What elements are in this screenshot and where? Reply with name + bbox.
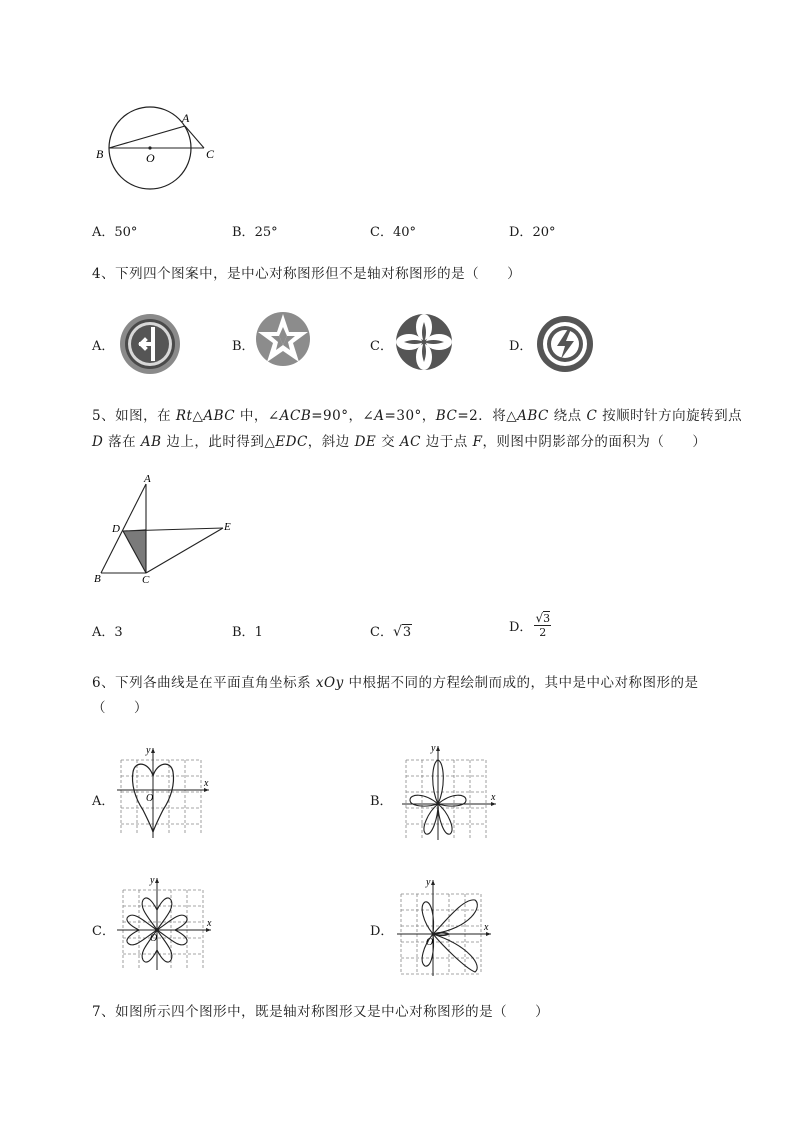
q5-stem-line-1: 5、如图，在 Rt△ABC 中，∠ACB=90°，∠A=30°，BC=2．将△ABC 绕点 C 按顺时针方向旋转到点 [92,408,743,424]
svg-text:y: y [426,877,431,888]
q5-label-b: B [94,573,101,585]
q4-option-d-lightning-icon [535,314,595,374]
q5-stem-line-2: D 落在 AB 边上，此时得到△EDC，斜边 DE 交 AC 边于点 F，则图中阴影部分的面积为（ ） [92,434,707,450]
q3-line-ac [185,126,204,148]
q6-stem-line-2: （ ） [92,700,148,716]
q4-option-a-label: A． [92,339,115,354]
svg-text:y: y [146,745,151,756]
svg-text:y: y [150,875,155,886]
q4-option-b-label: B． [232,339,255,354]
q4-stem: 4、下列四个图案中，是中心对称图形但不是轴对称图形的是（ ） [92,266,522,282]
q4-option-a-road-sign-icon [119,313,181,375]
q6-option-a-heart-graph [113,744,213,840]
q7-stem: 7、如图所示四个图形中，既是轴对称图形又是中心对称图形的是（ ） [92,1004,550,1020]
svg-text:x: x [484,922,489,933]
q5-label-d: D [112,523,120,535]
q6-option-a-label: A． [92,794,115,809]
q4-option-d-label: D． [509,339,533,354]
q4-option-b-star-icon [255,311,311,367]
svg-text:x: x [491,792,496,803]
q5-option-b: B．1 [232,625,263,640]
q6-stem-line-1: 6、下列各曲线是在平面直角坐标系 xOy 中根据不同的方程绘制而成的，其中是中心对称图形的是 [92,675,699,691]
q5-label-a: A [144,473,151,485]
q6-option-d-label: D． [370,924,394,939]
q6-option-c-clover-graph [113,874,217,974]
svg-text:y: y [431,743,436,754]
q3-circle-figure [90,100,230,200]
svg-text:O: O [150,933,158,944]
svg-text:x: x [204,778,209,789]
q5-option-a: A．3 [92,625,123,640]
q5-option-d: D． √3 2 [509,611,551,639]
q6-option-b-label: B． [370,794,393,809]
q3-option-b: B．25° [232,225,278,240]
sqrt-sign: √ [392,624,402,640]
q3-label-c: C [206,147,215,161]
q5-triangle-figure [90,472,240,587]
svg-text:O: O [146,793,154,804]
q4-option-c-label: C． [370,339,393,354]
q6-option-d-rose-graph [393,876,497,980]
q3-center-point [148,146,151,149]
q6-option-c-label: C． [92,924,115,939]
q3-chord-ba [109,126,185,148]
q3-label-o: O [146,151,155,165]
q3-option-c: C．40° [370,225,416,240]
q4-option-c-petal-icon [395,313,453,371]
svg-text:O: O [426,937,434,948]
q3-label-a: A [182,111,190,125]
q5-label-e: E [224,521,231,533]
q6-option-b-petal-graph [398,742,502,842]
q5-label-c: C [142,574,150,586]
fraction: √3 2 [535,611,551,639]
q3-option-d: D．20° [509,225,556,240]
q5-option-c: C．√3 [370,624,412,640]
q3-label-b: B [96,147,104,161]
q3-option-a: A．50° [92,225,138,240]
svg-text:x: x [207,918,212,929]
